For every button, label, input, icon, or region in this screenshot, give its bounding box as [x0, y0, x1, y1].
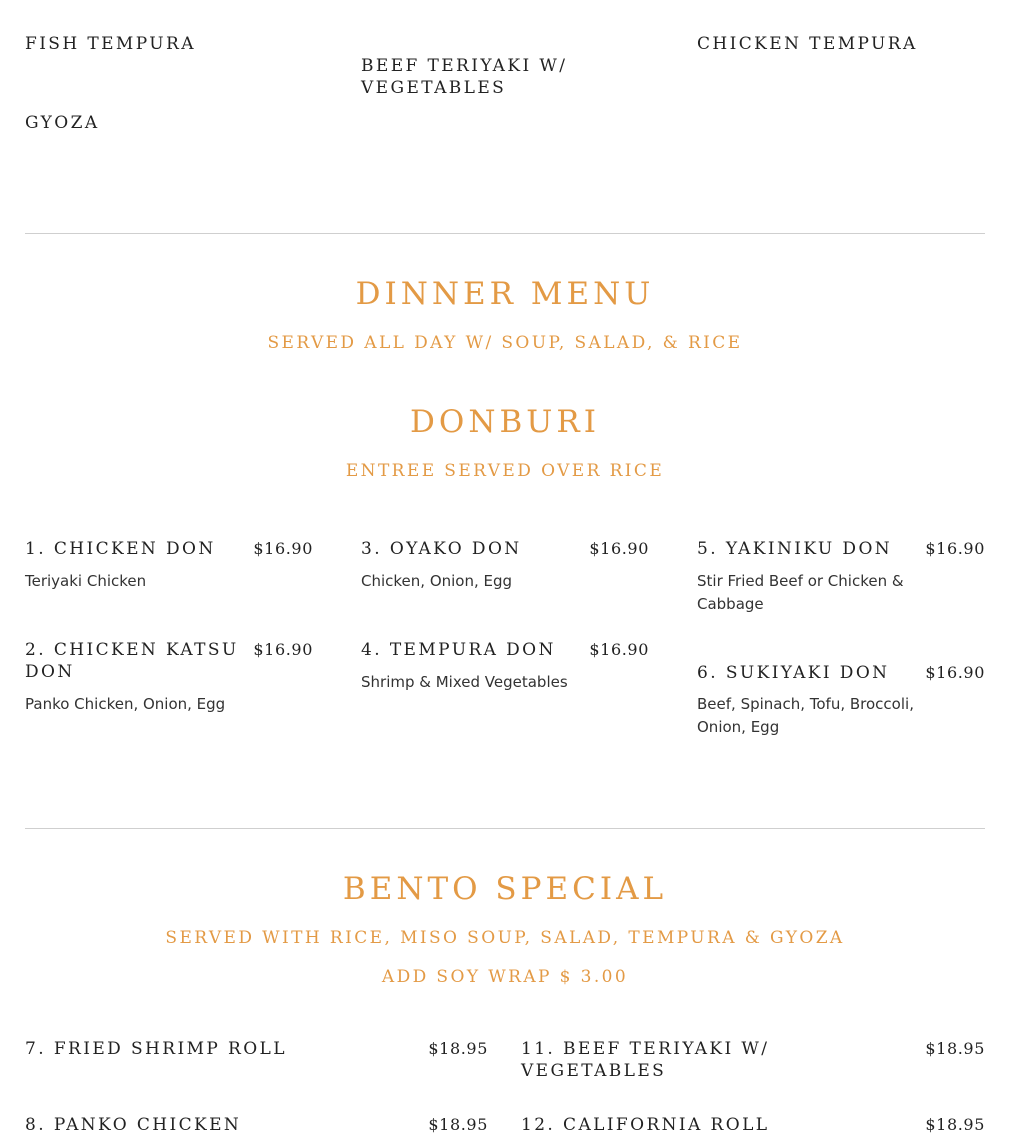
- donburi-item-name: 5. YAKINIKU DON: [697, 539, 893, 559]
- donburi-item-price: $16.90: [253, 539, 313, 558]
- bento-item-name: 12. CALIFORNIA ROLL: [521, 1115, 770, 1135]
- donburi-item-price: $16.90: [925, 663, 985, 682]
- dinner-menu-subtitle: SERVED ALL DAY W/ SOUP, SALAD, & RICE: [267, 333, 743, 353]
- bento-item-price: $18.95: [925, 1115, 985, 1134]
- bento-item-name: 8. PANKO CHICKEN: [25, 1115, 242, 1135]
- donburi-item-description: Chicken, Onion, Egg: [361, 572, 513, 590]
- appetizer-beef-teriyaki: BEEF TERIYAKI W/ VEGETABLES: [361, 56, 568, 98]
- section-divider-top: [25, 233, 985, 234]
- bento-item-price: $18.95: [925, 1039, 985, 1058]
- donburi-item-description: Shrimp & Mixed Vegetables: [361, 673, 568, 691]
- donburi-item-name: 1. CHICKEN DON: [25, 539, 216, 559]
- donburi-item-description: Teriyaki Chicken: [25, 572, 147, 590]
- bento-addon-note: ADD SOY WRAP $ 3.00: [381, 967, 629, 987]
- bento-item-price: $18.95: [428, 1039, 488, 1058]
- appetizer-chicken-tempura: CHICKEN TEMPURA: [697, 34, 918, 54]
- bento-item-name: 7. FRIED SHRIMP ROLL: [25, 1039, 287, 1059]
- bento-item-name: 11. BEEF TERIYAKI W/ VEGETABLES: [521, 1039, 770, 1081]
- donburi-item-description: Panko Chicken, Onion, Egg: [25, 695, 226, 713]
- appetizer-fish-tempura: FISH TEMPURA: [25, 34, 196, 54]
- donburi-item-price: $16.90: [253, 640, 313, 659]
- section-divider-bento: [25, 828, 985, 829]
- donburi-item-price: $16.90: [925, 539, 985, 558]
- donburi-item-price: $16.90: [589, 539, 649, 558]
- donburi-title: DONBURI: [410, 404, 600, 440]
- donburi-item-description: Stir Fried Beef or Chicken & Cabbage: [697, 572, 904, 613]
- donburi-item-price: $16.90: [589, 640, 649, 659]
- donburi-subtitle: ENTREE SERVED OVER RICE: [345, 461, 665, 481]
- bento-title: BENTO SPECIAL: [342, 871, 668, 907]
- donburi-item-description: Beef, Spinach, Tofu, Broccoli, Onion, Egg: [697, 695, 914, 736]
- dinner-menu-title: DINNER MENU: [355, 276, 655, 312]
- donburi-item-name: 3. OYAKO DON: [361, 539, 522, 559]
- donburi-item-name: 6. SUKIYAKI DON: [697, 663, 890, 683]
- bento-item-price: $18.95: [428, 1115, 488, 1134]
- bento-subtitle: SERVED WITH RICE, MISO SOUP, SALAD, TEMPURA & GYOZA: [165, 928, 845, 948]
- donburi-item-name: 2. CHICKEN KATSU DON: [25, 640, 239, 682]
- donburi-item-name: 4. TEMPURA DON: [361, 640, 556, 660]
- appetizer-gyoza: GYOZA: [25, 113, 100, 133]
